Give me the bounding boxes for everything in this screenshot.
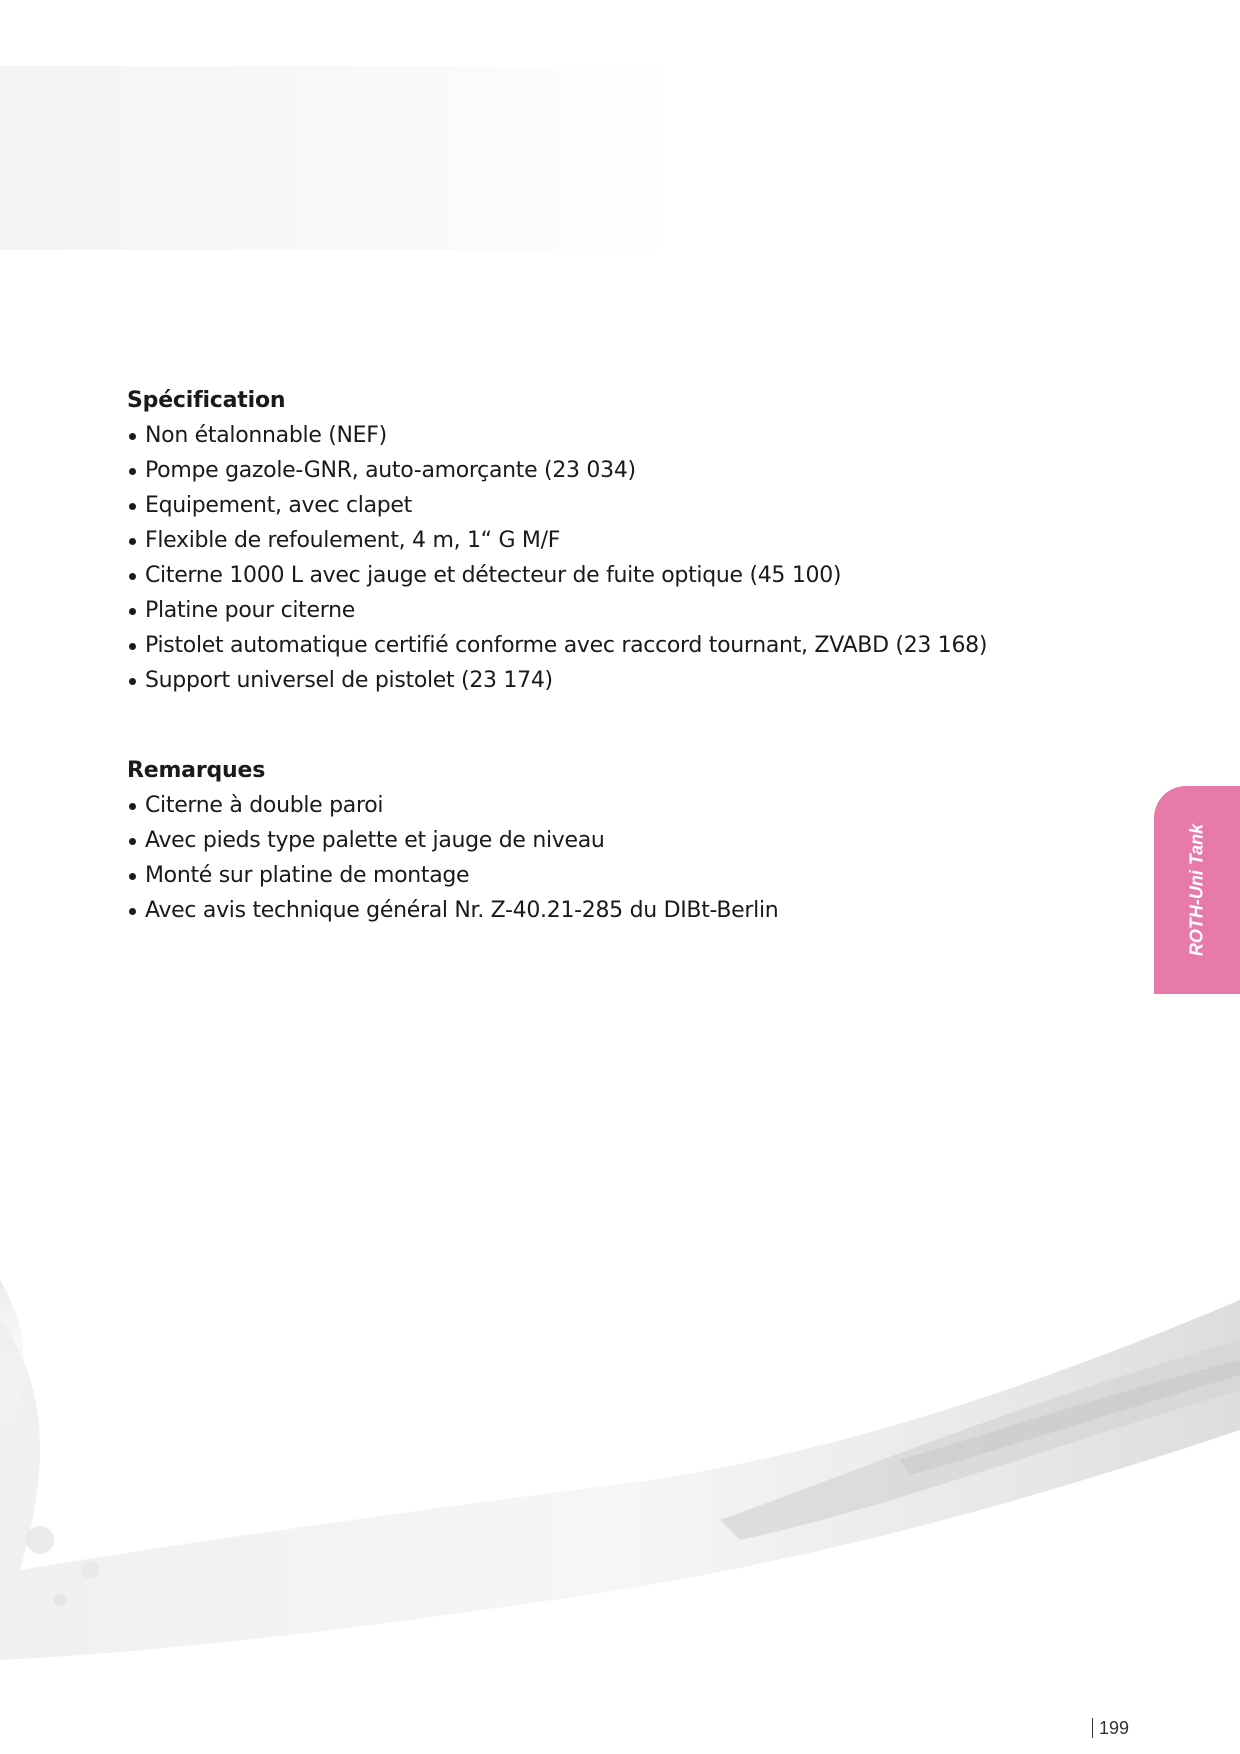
section-side-tab[interactable]	[1154, 786, 1240, 994]
list-item: Citerne 1000 L avec jauge et détecteur de fuite optique (45 100)	[127, 558, 1027, 593]
specification-heading: Spécification	[127, 388, 286, 413]
list-item: Pistolet automatique certifié conforme avec raccord tournant, ZVABD (23 168)	[127, 628, 1027, 663]
remarks-list	[127, 788, 1027, 928]
main-content	[127, 383, 1027, 928]
side-tab-label: ROTH-Uni Tank	[1186, 823, 1207, 957]
list-item: Pompe gazole-GNR, auto-amorçante (23 034)	[127, 453, 1027, 488]
specification-list	[127, 418, 1027, 698]
water-splash-decoration	[0, 1240, 1240, 1660]
list-item: Support universel de pistolet (23 174)	[127, 663, 1027, 698]
remarks-heading: Remarques	[127, 758, 266, 783]
page-number: 199	[1092, 1718, 1129, 1738]
list-item: Avec pieds type palette et jauge de niveau	[127, 823, 1027, 858]
list-item: Citerne à double paroi	[127, 788, 1027, 823]
list-item: Flexible de refoulement, 4 m, 1“ G M/F	[127, 523, 1027, 558]
section-spacer	[127, 698, 1027, 753]
header-background-band	[0, 66, 680, 250]
list-item: Non étalonnable (NEF)	[127, 418, 1027, 453]
list-item: Avec avis technique général Nr. Z-40.21-285 du DIBt-Berlin	[127, 893, 1027, 928]
list-item: Monté sur platine de montage	[127, 858, 1027, 893]
list-item: Platine pour citerne	[127, 593, 1027, 628]
list-item: Equipement, avec clapet	[127, 488, 1027, 523]
